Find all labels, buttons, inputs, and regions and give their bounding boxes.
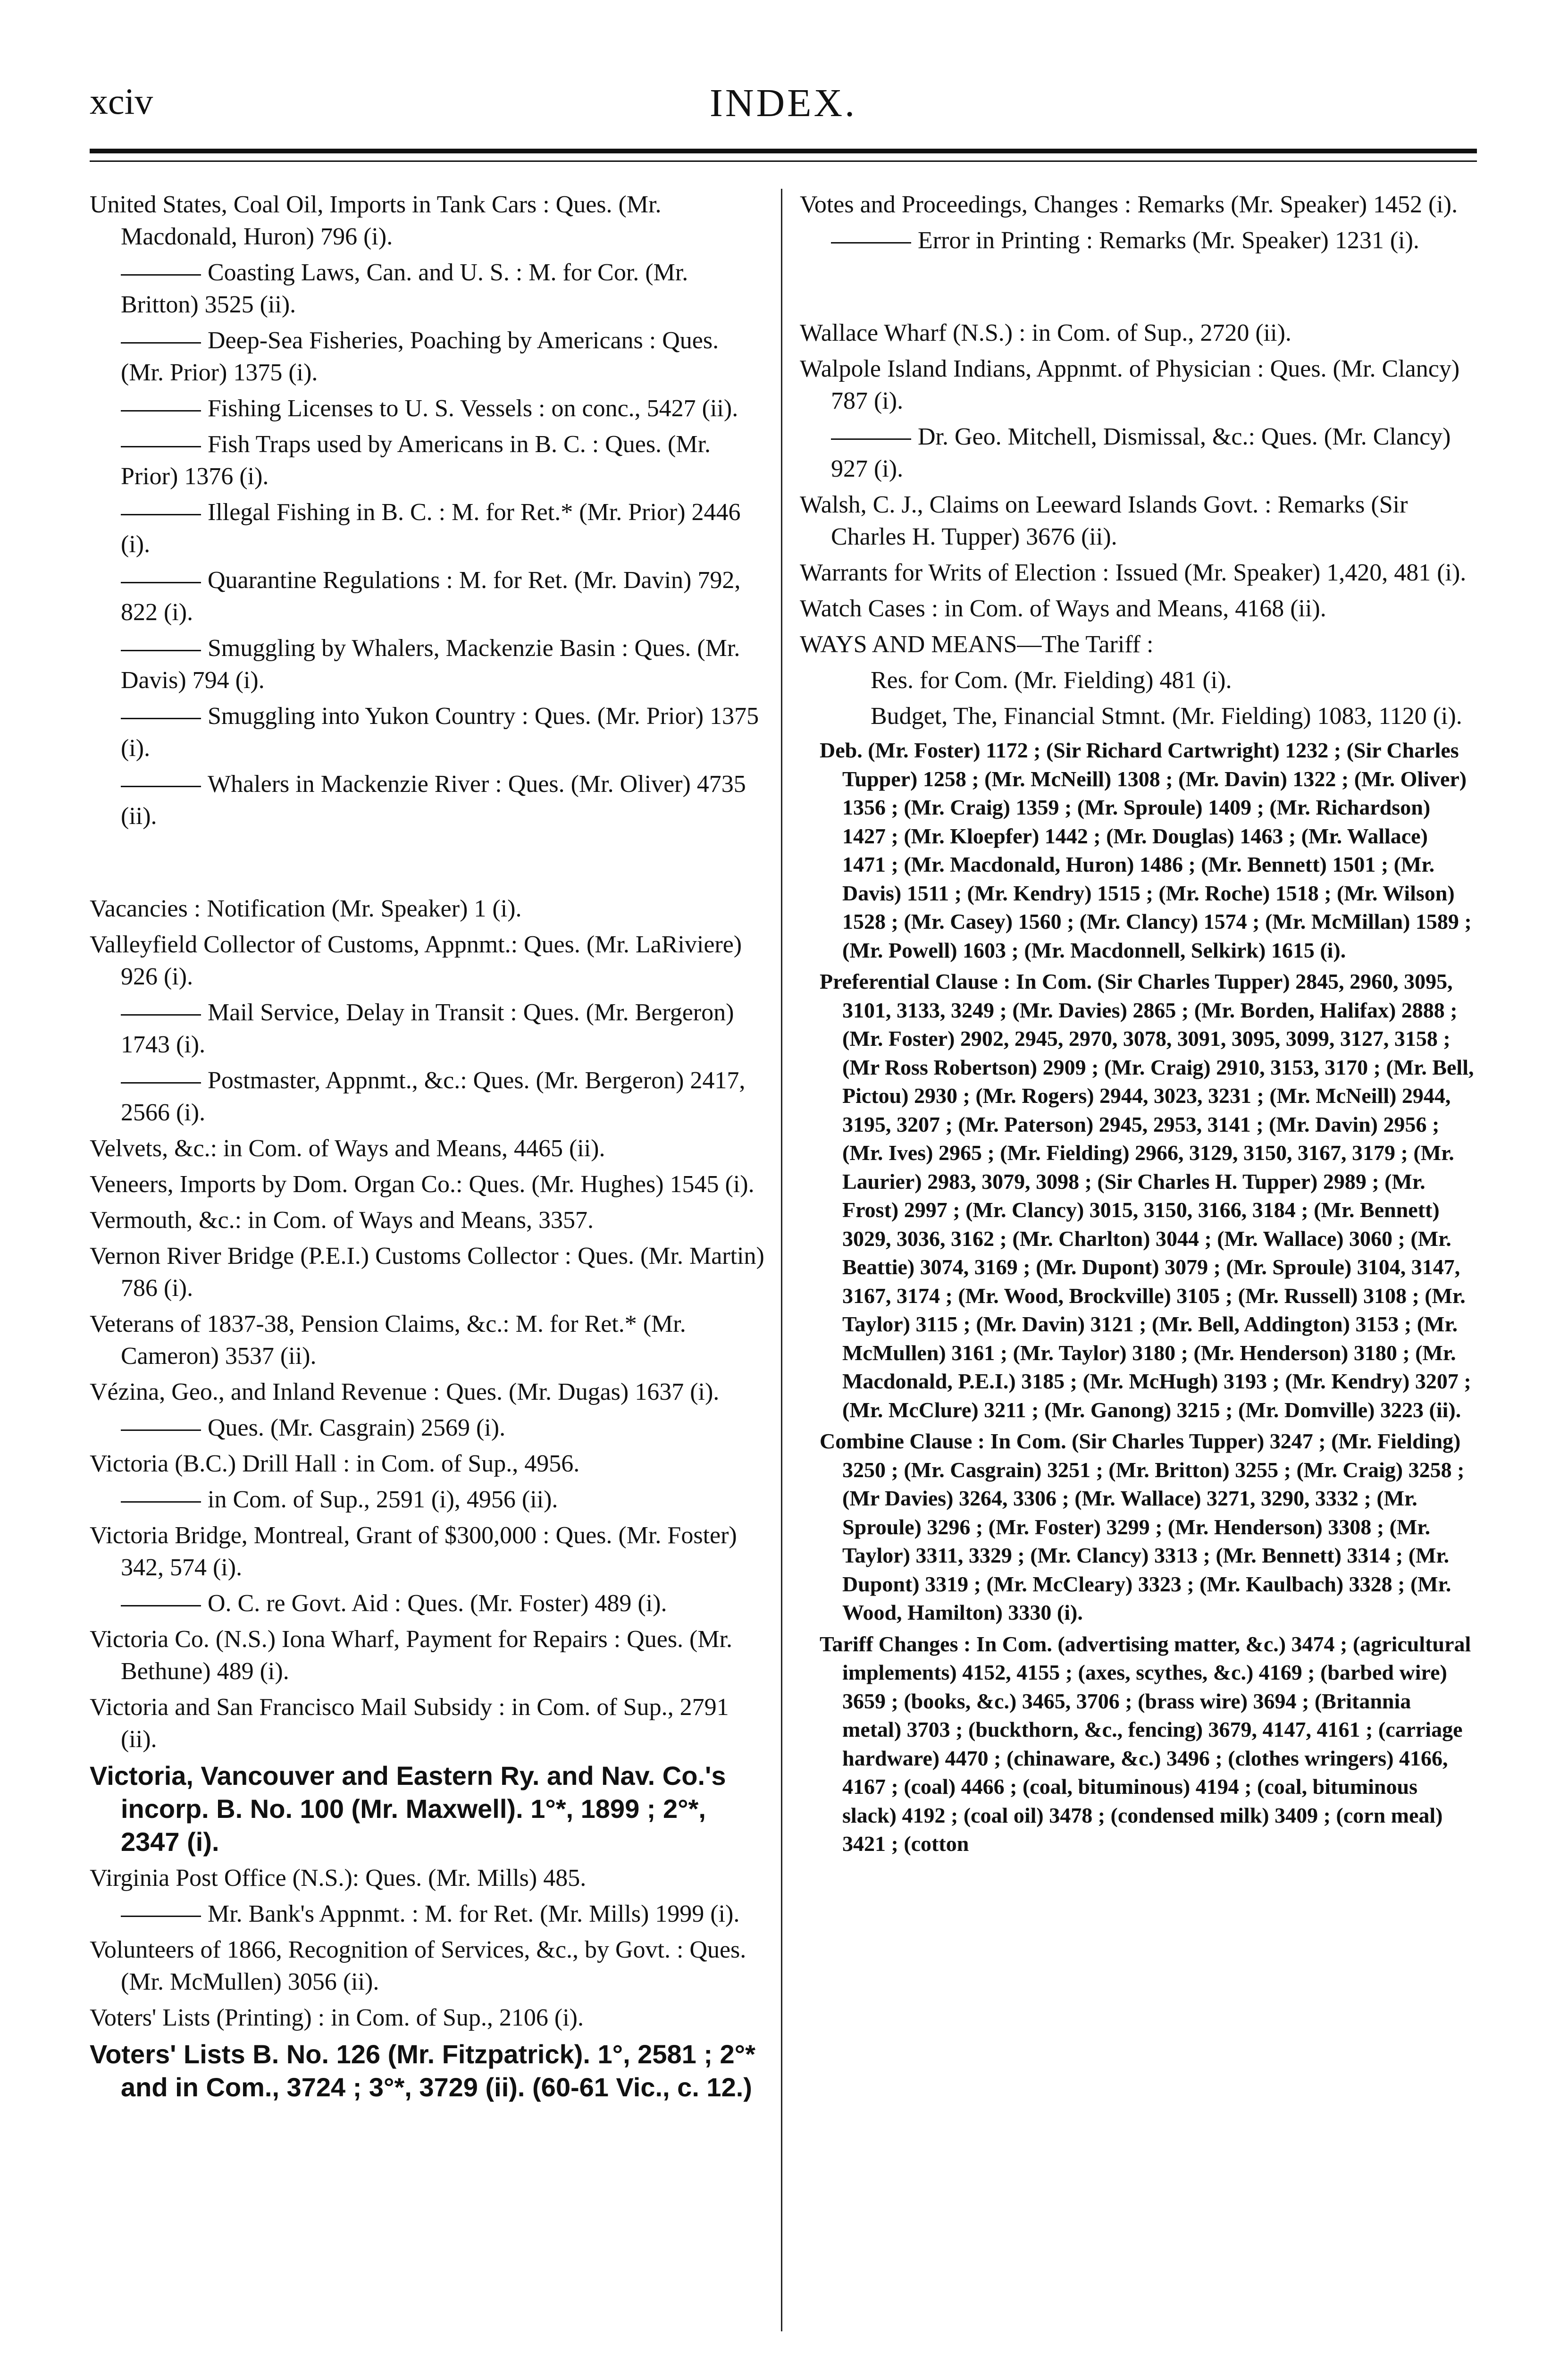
entry-text: Victoria Co. (N.S.) Iona Wharf, Payment for Repairs : Ques. (Mr. Bethune) 489 (i). [90, 1626, 733, 1685]
page-header [90, 71, 1477, 132]
entry-text: Smuggling into Yukon Country : Ques. (Mr. Prior) 1375 (i). [121, 703, 759, 762]
index-entry [90, 1623, 764, 1688]
entry-text: Vacancies : Notification (Mr. Speaker) 1 (i). [90, 895, 522, 922]
index-entry [90, 1520, 764, 1584]
index-subentry [90, 997, 764, 1061]
index-entry [90, 1133, 764, 1165]
entry-text: Whalers in Mackenzie River : Ques. (Mr. Oliver) 4735 (ii). [121, 771, 746, 830]
ditto-dash [121, 1082, 201, 1084]
entry-text: Fishing Licenses to U. S. Vessels : on conc., 5427 (ii). [208, 395, 738, 422]
page-number: xciv [90, 81, 153, 122]
entry-text: Veneers, Imports by Dom. Organ Co.: Ques. (Mr. Hughes) 1545 (i). [90, 1171, 755, 1198]
entry-text: Warrants for Writs of Election : Issued (Mr. Speaker) 1,420, 481 (i). [800, 559, 1467, 586]
index-entry [90, 1308, 764, 1372]
ditto-dash [121, 1429, 201, 1431]
header-rule-thin [90, 160, 1477, 162]
entry-text: Votes and Proceedings, Changes : Remarks (Mr. Speaker) 1452 (i). [800, 191, 1458, 218]
entry-text: Smuggling by Whalers, Mackenzie Basin : Ques. (Mr. Davis) 794 (i). [121, 635, 740, 694]
index-entry [800, 593, 1475, 625]
index-subentry [90, 1898, 764, 1930]
header-rule-thick [90, 149, 1477, 153]
entry-text: Mail Service, Delay in Transit : Ques. (Mr. Bergeron) 1743 (i). [121, 999, 734, 1058]
entry-text: Voters' Lists B. No. 126 (Mr. Fitzpatrick). 1°, 2581 ; 2°* and in Com., 3724 ; 3°*, 3729 (ii). (60-61 Vic., c. 12.) [90, 2039, 755, 2102]
index-entry [800, 489, 1475, 553]
entry-text: United States, Coal Oil, Imports in Tank Cars : Ques. (Mr. Macdonald, Huron) 796 (i). [90, 191, 662, 250]
index-subentry [90, 632, 764, 697]
index-subentry [90, 393, 764, 425]
entry-text: Velvets, &c.: in Com. of Ways and Means, 4465 (ii). [90, 1135, 605, 1162]
ditto-dash [831, 242, 911, 244]
index-entry [90, 1691, 764, 1756]
entry-text: O. C. re Govt. Aid : Ques. (Mr. Foster) 489 (i). [208, 1590, 667, 1617]
index-subentry [800, 421, 1475, 485]
entry-text: Deep-Sea Fisheries, Poaching by Americans : Ques. (Mr. Prior) 1375 (i). [121, 327, 719, 386]
index-entry [90, 1862, 764, 1894]
column-divider [781, 189, 782, 2331]
index-entry [800, 557, 1475, 589]
index-entry [90, 1759, 764, 1858]
entry-text: Fish Traps used by Americans in B. C. : Ques. (Mr. Prior) 1376 (i). [121, 431, 711, 490]
entry-text: Preferential Clause : In Com. (Sir Charles Tupper) 2845, 2960, 3095, 3101, 3133, 3249 ; (Mr. Davies) 2865 ; (Mr. Borden, Halifax) 2888 ; (Mr. Foster) 2902, 2945, 2970, 3078, 3091, 3095, 3099, 3127, 3158 ; (Mr Ross Robertson) 2909 ; (Mr. Craig) 2910, 3153, 3170 ; (Mr. Bell, Pictou) 2930 ; (Mr. Rogers) 2944, 3023, 3231 ; (Mr. McNeill) 2944, 3195, 3207 ; (Mr. Paterson) 2945, 2953, 3141 ; (Mr. Davin) 2956 ; (Mr. Ives) 2965 ; (Mr. Fielding) 2966, 3129, 3150, 3167, 3179 ; (Mr. Laurier) 2983, 3079, 3098 ; (Sir Charles H. Tupper) 2989 ; (Mr. Frost) 2997 ; (Mr. Clancy) 3015, 3150, 3166, 3184 ; (Mr. Bennett) 3029, 3036, 3162 ; (Mr. Charlton) 3044 ; (Mr. Wallace) 3060 ; (Mr. Beattie) 3074, 3169 ; (Mr. Dupont) 3079 ; (Mr. Sproule) 3104, 3147, 3167, 3174 ; (Mr. Wood, Brockville) 3105 ; (Mr. Russell) 3108 ; (Mr. Taylor) 3115 ; (Mr. Davin) 3121 ; (Mr. Bell, Addington) 3153 ; (Mr. McMullen) 3161 ; (Mr. Taylor) 3180 ; (Mr. Henderson) 3180 ; (Mr. Macdonald, P.E.I.) 3185 ; (Mr. McHugh) 3193 ; (Mr. Kendry) 3207 ; (Mr. McClure) 3211 ; (Mr. Ganong) 3215 ; (Mr. Domville) 3223 (ii). [820, 969, 1474, 1422]
entry-text: Deb. (Mr. Foster) 1172 ; (Sir Richard Cartwright) 1232 ; (Sir Charles Tupper) 1258 ; (Mr. McNeill) 1308 ; (Mr. Davin) 1322 ; (Mr. Oliver) 1356 ; (Mr. Craig) 1359 ; (Mr. Sproule) 1409 ; (Mr. Richardson) 1427 ; (Mr. Kloepfer) 1442 ; (Mr. Douglas) 1463 ; (Mr. Wallace) 1471 ; (Mr. Macdonald, Huron) 1486 ; (Mr. Bennett) 1501 ; (Mr. Davis) 1511 ; (Mr. Kendry) 1515 ; (Mr. Roche) 1518 ; (Mr. Wilson) 1528 ; (Mr. Casey) 1560 ; (Mr. Clancy) 1574 ; (Mr. McMillan) 1589 ; (Mr. Powell) 1603 ; (Mr. Macdonnell, Selkirk) 1615 (i). [820, 738, 1472, 962]
index-entry [90, 1376, 764, 1408]
index-entry [90, 2002, 764, 2034]
index-entry [800, 1427, 1475, 1627]
entry-text: Voters' Lists (Printing) : in Com. of Sup., 2106 (i). [90, 2004, 584, 2031]
index-subentry [90, 325, 764, 389]
index-entry [90, 1169, 764, 1201]
index-entry [90, 2038, 764, 2104]
entry-text: Dr. Geo. Mitchell, Dismissal, &c.: Ques. (Mr. Clancy) 927 (i). [831, 423, 1451, 482]
ditto-dash [121, 274, 201, 276]
index-entry [800, 189, 1475, 221]
index-entry [90, 1204, 764, 1236]
index-subentry [90, 1065, 764, 1129]
entry-gap [800, 261, 1475, 317]
ditto-dash [121, 1014, 201, 1016]
entry-text: Victoria and San Francisco Mail Subsidy : in Com. of Sup., 2791 (ii). [90, 1694, 729, 1753]
ditto-dash [121, 446, 201, 447]
index-subentry [90, 700, 764, 765]
entry-text: Walpole Island Indians, Appnmt. of Physician : Ques. (Mr. Clancy) 787 (i). [800, 355, 1460, 414]
index-subentry [800, 700, 1475, 732]
index-entry [800, 1630, 1475, 1858]
ditto-dash [121, 514, 201, 515]
ditto-dash [121, 1501, 201, 1503]
index-entry [800, 317, 1475, 349]
index-entry [800, 353, 1475, 417]
entry-text: Quarantine Regulations : M. for Ret. (Mr. Davin) 792, 822 (i). [121, 567, 741, 626]
index-entry [800, 967, 1475, 1424]
index-entry [90, 1934, 764, 1998]
left-column [90, 189, 764, 2108]
ditto-dash [831, 438, 911, 440]
entry-text: WAYS AND MEANS—The Tariff : [800, 631, 1154, 658]
entry-text: Res. for Com. (Mr. Fielding) 481 (i). [871, 667, 1232, 694]
page-title: INDEX. [709, 81, 857, 125]
entry-text: Ques. (Mr. Casgrain) 2569 (i). [208, 1414, 506, 1441]
ditto-dash [121, 786, 201, 787]
index-subentry [90, 1588, 764, 1620]
index-entry [90, 1240, 764, 1304]
entry-text: Volunteers of 1866, Recognition of Services, &c., by Govt. : Ques. (Mr. McMullen) 3056 (ii). [90, 1936, 746, 1995]
entry-text: Walsh, C. J., Claims on Leeward Islands Govt. : Remarks (Sir Charles H. Tupper) 3676 (ii). [800, 491, 1408, 550]
entry-text: Valleyfield Collector of Customs, Appnmt.: Ques. (Mr. LaRiviere) 926 (i). [90, 931, 742, 990]
right-column [800, 189, 1475, 1861]
ditto-dash [121, 342, 201, 344]
entry-text: Victoria, Vancouver and Eastern Ry. and Nav. Co.'s incorp. B. No. 100 (Mr. Maxwell). 1°*, 1899 ; 2°*, 2347 (i). [90, 1761, 726, 1857]
index-subentry [90, 768, 764, 832]
index-entry [90, 893, 764, 925]
entry-text: Veterans of 1837-38, Pension Claims, &c.: M. for Ret.* (Mr. Cameron) 3537 (ii). [90, 1311, 686, 1370]
index-entry [90, 1448, 764, 1480]
entry-text: Combine Clause : In Com. (Sir Charles Tupper) 3247 ; (Mr. Fielding) 3250 ; (Mr. Casgrain) 3251 ; (Mr. Britton) 3255 ; (Mr. Craig) 3258 ; (Mr Davies) 3264, 3306 ; (Mr. Wallace) 3271, 3290, 3332 ; (Mr. Sproule) 3296 ; (Mr. Foster) 3299 ; (Mr. Henderson) 3308 ; (Mr. Taylor) 3311, 3329 ; (Mr. Clancy) 3313 ; (Mr. Bennett) 3314 ; (Mr. Dupont) 3319 ; (Mr. McCleary) 3323 ; (Mr. Kaulbach) 3328 ; (Mr. Wood, Hamilton) 3330 (i). [820, 1429, 1465, 1624]
ditto-dash [121, 718, 201, 719]
index-subentry [90, 1484, 764, 1516]
index-subentry [90, 564, 764, 629]
index-subentry [800, 664, 1475, 697]
ditto-dash [121, 650, 201, 651]
ditto-dash [121, 410, 201, 412]
entry-text: Budget, The, Financial Stmnt. (Mr. Fielding) 1083, 1120 (i). [871, 703, 1462, 730]
ditto-dash [121, 1916, 201, 1917]
entry-text: Illegal Fishing in B. C. : M. for Ret.* (Mr. Prior) 2446 (i). [121, 499, 741, 558]
index-entry [800, 736, 1475, 965]
index-subentry [90, 429, 764, 493]
entry-gap [90, 836, 764, 893]
entry-text: Coasting Laws, Can. and U. S. : M. for Cor. (Mr. Britton) 3525 (ii). [121, 259, 688, 318]
index-entry [90, 189, 764, 253]
entry-text: Victoria Bridge, Montreal, Grant of $300,000 : Ques. (Mr. Foster) 342, 574 (i). [90, 1522, 737, 1581]
index-entry [90, 929, 764, 993]
entry-text: Wallace Wharf (N.S.) : in Com. of Sup., 2720 (ii). [800, 319, 1291, 346]
ditto-dash [121, 1605, 201, 1606]
entry-text: Vernon River Bridge (P.E.I.) Customs Collector : Ques. (Mr. Martin) 786 (i). [90, 1243, 764, 1302]
entry-text: Watch Cases : in Com. of Ways and Means, 4168 (ii). [800, 595, 1326, 622]
index-subentry [90, 496, 764, 561]
entry-text: Error in Printing : Remarks (Mr. Speaker) 1231 (i). [918, 227, 1419, 254]
ditto-dash [121, 582, 201, 583]
entry-text: in Com. of Sup., 2591 (i), 4956 (ii). [208, 1486, 558, 1513]
entry-text: Postmaster, Appnmt., &c.: Ques. (Mr. Bergeron) 2417, 2566 (i). [121, 1067, 746, 1126]
index-subentry [800, 225, 1475, 257]
entry-text: Mr. Bank's Appnmt. : M. for Ret. (Mr. Mills) 1999 (i). [208, 1900, 740, 1927]
index-subentry [90, 1412, 764, 1444]
entry-text: Tariff Changes : In Com. (advertising matter, &c.) 3474 ; (agricultural implements) 4152, 4155 ; (axes, scythes, &c.) 4169 ; (barbed wire) 3659 ; (books, &c.) 3465, 3706 ; (brass wire) 3694 ; (Britannia metal) 3703 ; (buckthorn, &c., fencing) 3679, 4147, 4161 ; (carriage hardware) 4470 ; (chinaware, &c.) 3496 ; (clothes wringers) 4166, 4167 ; (coal) 4466 ; (coal, bituminous) 4194 ; (coal, bituminous slack) 4192 ; (coal oil) 3478 ; (condensed milk) 3409 ; (corn meal) 3421 ; (cotton [820, 1631, 1471, 1856]
entry-text: Vermouth, &c.: in Com. of Ways and Means, 3357. [90, 1207, 594, 1234]
entry-text: Vézina, Geo., and Inland Revenue : Ques. (Mr. Dugas) 1637 (i). [90, 1379, 720, 1405]
entry-text: Virginia Post Office (N.S.): Ques. (Mr. Mills) 485. [90, 1865, 587, 1892]
index-entry [800, 629, 1475, 661]
index-subentry [90, 257, 764, 321]
entry-text: Victoria (B.C.) Drill Hall : in Com. of Sup., 4956. [90, 1450, 580, 1477]
